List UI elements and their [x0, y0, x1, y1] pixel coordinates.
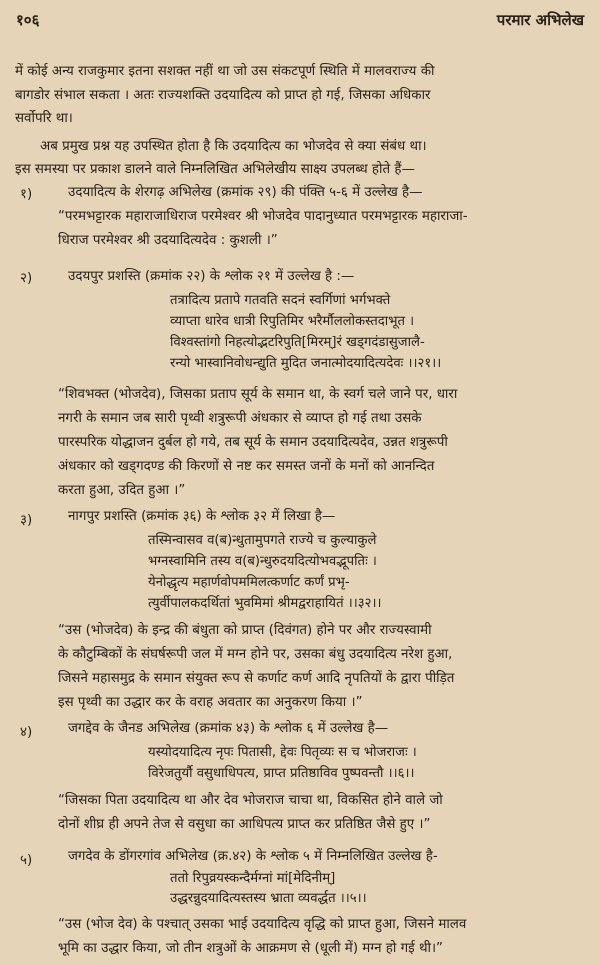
item-3-verse-2: भग्नस्वामिनि तस्य व(ब)न्धुरुदयदित्योभवद्भूपतिः ।: [148, 554, 377, 569]
intro-line-1: में कोई अन्य राजकुमार इतना सशक्त नहीं था जो उस संकटपूर्ण स्थिति में मालवराज्य की: [15, 64, 435, 79]
item-3-verse-4: त्युर्वीपालकदर्थितां भुवमिमां श्रीमद्वराहायितं ।।३२।।: [148, 596, 382, 611]
question-line-2: इस समस्या पर प्रकाश डालने वाले निम्नलिखित अभिलेखीय साक्ष्य उपलब्ध होते हैं—: [15, 162, 415, 177]
item-4-intro: जगद्देव के जैनड अभिलेख (क्रमांक ४३) के श्लोक ६ में उल्लेख है—: [68, 721, 389, 736]
item-1-intro: उदयादित्य के शेरगढ़ अभिलेख (क्रमांक २९) की पंक्ति ५-६ में उल्लेख है—: [68, 185, 423, 200]
item-4-verse-1: यस्योदयादित्य नृपः पितासी, द्देवः पितृव्यः स च भोजराजः ।: [148, 745, 417, 760]
item-1-quote-2: धिराज परमेश्वर श्री उदयादित्यदेव : कुशली ।”: [58, 233, 278, 248]
item-4-quote-1: “जिसका पिता उदयादित्य था और देव भोजराज चाचा था, विकसित होने वाले जो: [58, 793, 443, 808]
item-5-quote-1: “उस (भोज देव) के पश्चात् उसका भाई उदयादित्य वृद्धि को प्राप्त हुआ, जिसने मालव: [58, 917, 467, 932]
item-2-number: २): [20, 271, 33, 286]
item-2-intro: उदयपुर प्रशस्ति (क्रमांक २२) के श्लोक २१ में उल्लेख है :—: [68, 269, 355, 284]
item-4-number: ४): [20, 725, 33, 740]
page-number: १०६: [16, 11, 40, 29]
item-3-quote-1: “उस (भोजदेव) के इन्द्र की बंधुता को प्राप्त (दिवंगत) होने पर और राज्यस्वामी: [58, 623, 432, 638]
item-5-intro: जगदेव के डोंगरगांव अभिलेख (क्र.४२) के श्लोक ५ में निम्नलिखित उल्लेख है-: [68, 849, 438, 864]
item-3-number: ३): [20, 513, 33, 528]
item-3-intro: नागपुर प्रशस्ति (क्रमांक ३६) के श्लोक ३२ में लिखा है—: [68, 509, 336, 524]
item-2-verse-1: तत्रादित्य प्रतापे गतवति सदनं स्वर्गिणां भर्गभक्ते: [170, 293, 391, 308]
item-3-quote-3: जिसने महासमुद्र के समान संयुक्त रूप से कर्णाट कर्ण आदि नृपतियों के द्वारा पीड़ित: [58, 671, 455, 686]
item-3-quote-4: इस पृथ्वी का उद्धार कर के वराह अवतार का अनुकरण किया ।”: [58, 695, 363, 710]
item-3-quote-2: के कौटुम्बिकों के संघर्षरूपी जल में मग्न होने पर, उसका बंधु उदयादित्य नरेश हुआ,: [58, 647, 453, 662]
item-3-verse-3: येनोद्धृत्य महार्णवोपममिलत्कर्णाट कर्णं प्रभृ-: [148, 575, 350, 590]
item-5-number: ५): [20, 853, 33, 868]
item-2-quote-5: करता हुआ, उदित हुआ ।”: [58, 483, 186, 498]
item-2-verse-4: रन्यो भास्वानिवोधन्द्युति मुदित जनात्मोदयादित्यदेवः ।।२१।।: [170, 356, 442, 371]
item-2-quote-4: अंधकार को खड्गदण्ड की किरणों से नष्ट कर समस्त जनों के मनों को आनन्दित: [58, 459, 435, 474]
item-5-quote-2: भूमि का उद्धार किया, जो तीन शत्रुओं के आक्रमण से (धूली में) मग्न हो गई थी।”: [58, 941, 443, 956]
item-2-quote-1: “शिवभक्त (भोजदेव), जिसका प्रताप सूर्य के समान था, के स्वर्ग चले जाने पर, धारा: [58, 387, 458, 402]
item-5-verse-2: उद्धरन्नुदयादित्यस्तस्य भ्राता व्यवर्द्धत ।।५।।: [170, 891, 367, 906]
item-4-quote-2: दोनों शीघ्र ही अपने तेज से वसुधा का आधिपत्य प्राप्त कर प्रतिष्ठित जैसे हुए ।”: [58, 817, 431, 832]
item-2-quote-2: नगरी के समान जब सारी पृथ्वी शत्रुरूपी अंधकार से व्याप्त हो गई तथा उसके: [58, 411, 422, 426]
item-2-verse-3: विश्वस्तांगो निहत्योद्भटरिपुति[मिरम्]रं खड्गदंडासुजालै-: [170, 335, 425, 350]
item-1-quote-1: “परमभट्टारक महाराजाधिराज परमेश्वर श्री भोजदेव पादानुध्यात परमभट्टारक महाराजा-: [58, 209, 468, 224]
item-4-verse-2: विरेजतुर्यौ वसुधाधिपत्य, प्राप्त प्रतिष्ठाविव पुष्पवन्तौ ।।६।।: [148, 766, 415, 781]
running-title: परमार अभिलेख: [496, 11, 584, 29]
intro-line-3: सर्वोपरि था।: [15, 111, 73, 126]
item-1-number: १): [20, 187, 33, 202]
question-line-1: अब प्रमुख प्रश्न यह उपस्थित होता है कि उदयादित्य का भोजदेव से क्या संबंध था।: [40, 139, 427, 154]
item-2-quote-3: पारस्परिक योद्धाजन दुर्बल हो गये, तब सूर्य के समान उदयादित्यदेव, उन्नत शत्रुरूपी: [58, 435, 448, 450]
item-3-verse-1: तस्मिन्वासव व(ब)न्धुतामुपगते राज्ये च कुल्याकुले: [148, 533, 377, 548]
intro-line-2: बागडोर संभाल सकता । अतः राज्यशक्ति उदयादित्य को प्राप्त हो गई, जिसका अधिकार: [15, 88, 431, 103]
item-2-verse-2: व्याप्ता धारेव धात्री रिपुतिमिर भरैर्मौललोकस्तदाभूत ।: [170, 314, 415, 329]
item-5-verse-1: ततो रिपुव्रयस्कन्दैर्मग्नां मां[मेदिनीम्]: [170, 871, 336, 886]
